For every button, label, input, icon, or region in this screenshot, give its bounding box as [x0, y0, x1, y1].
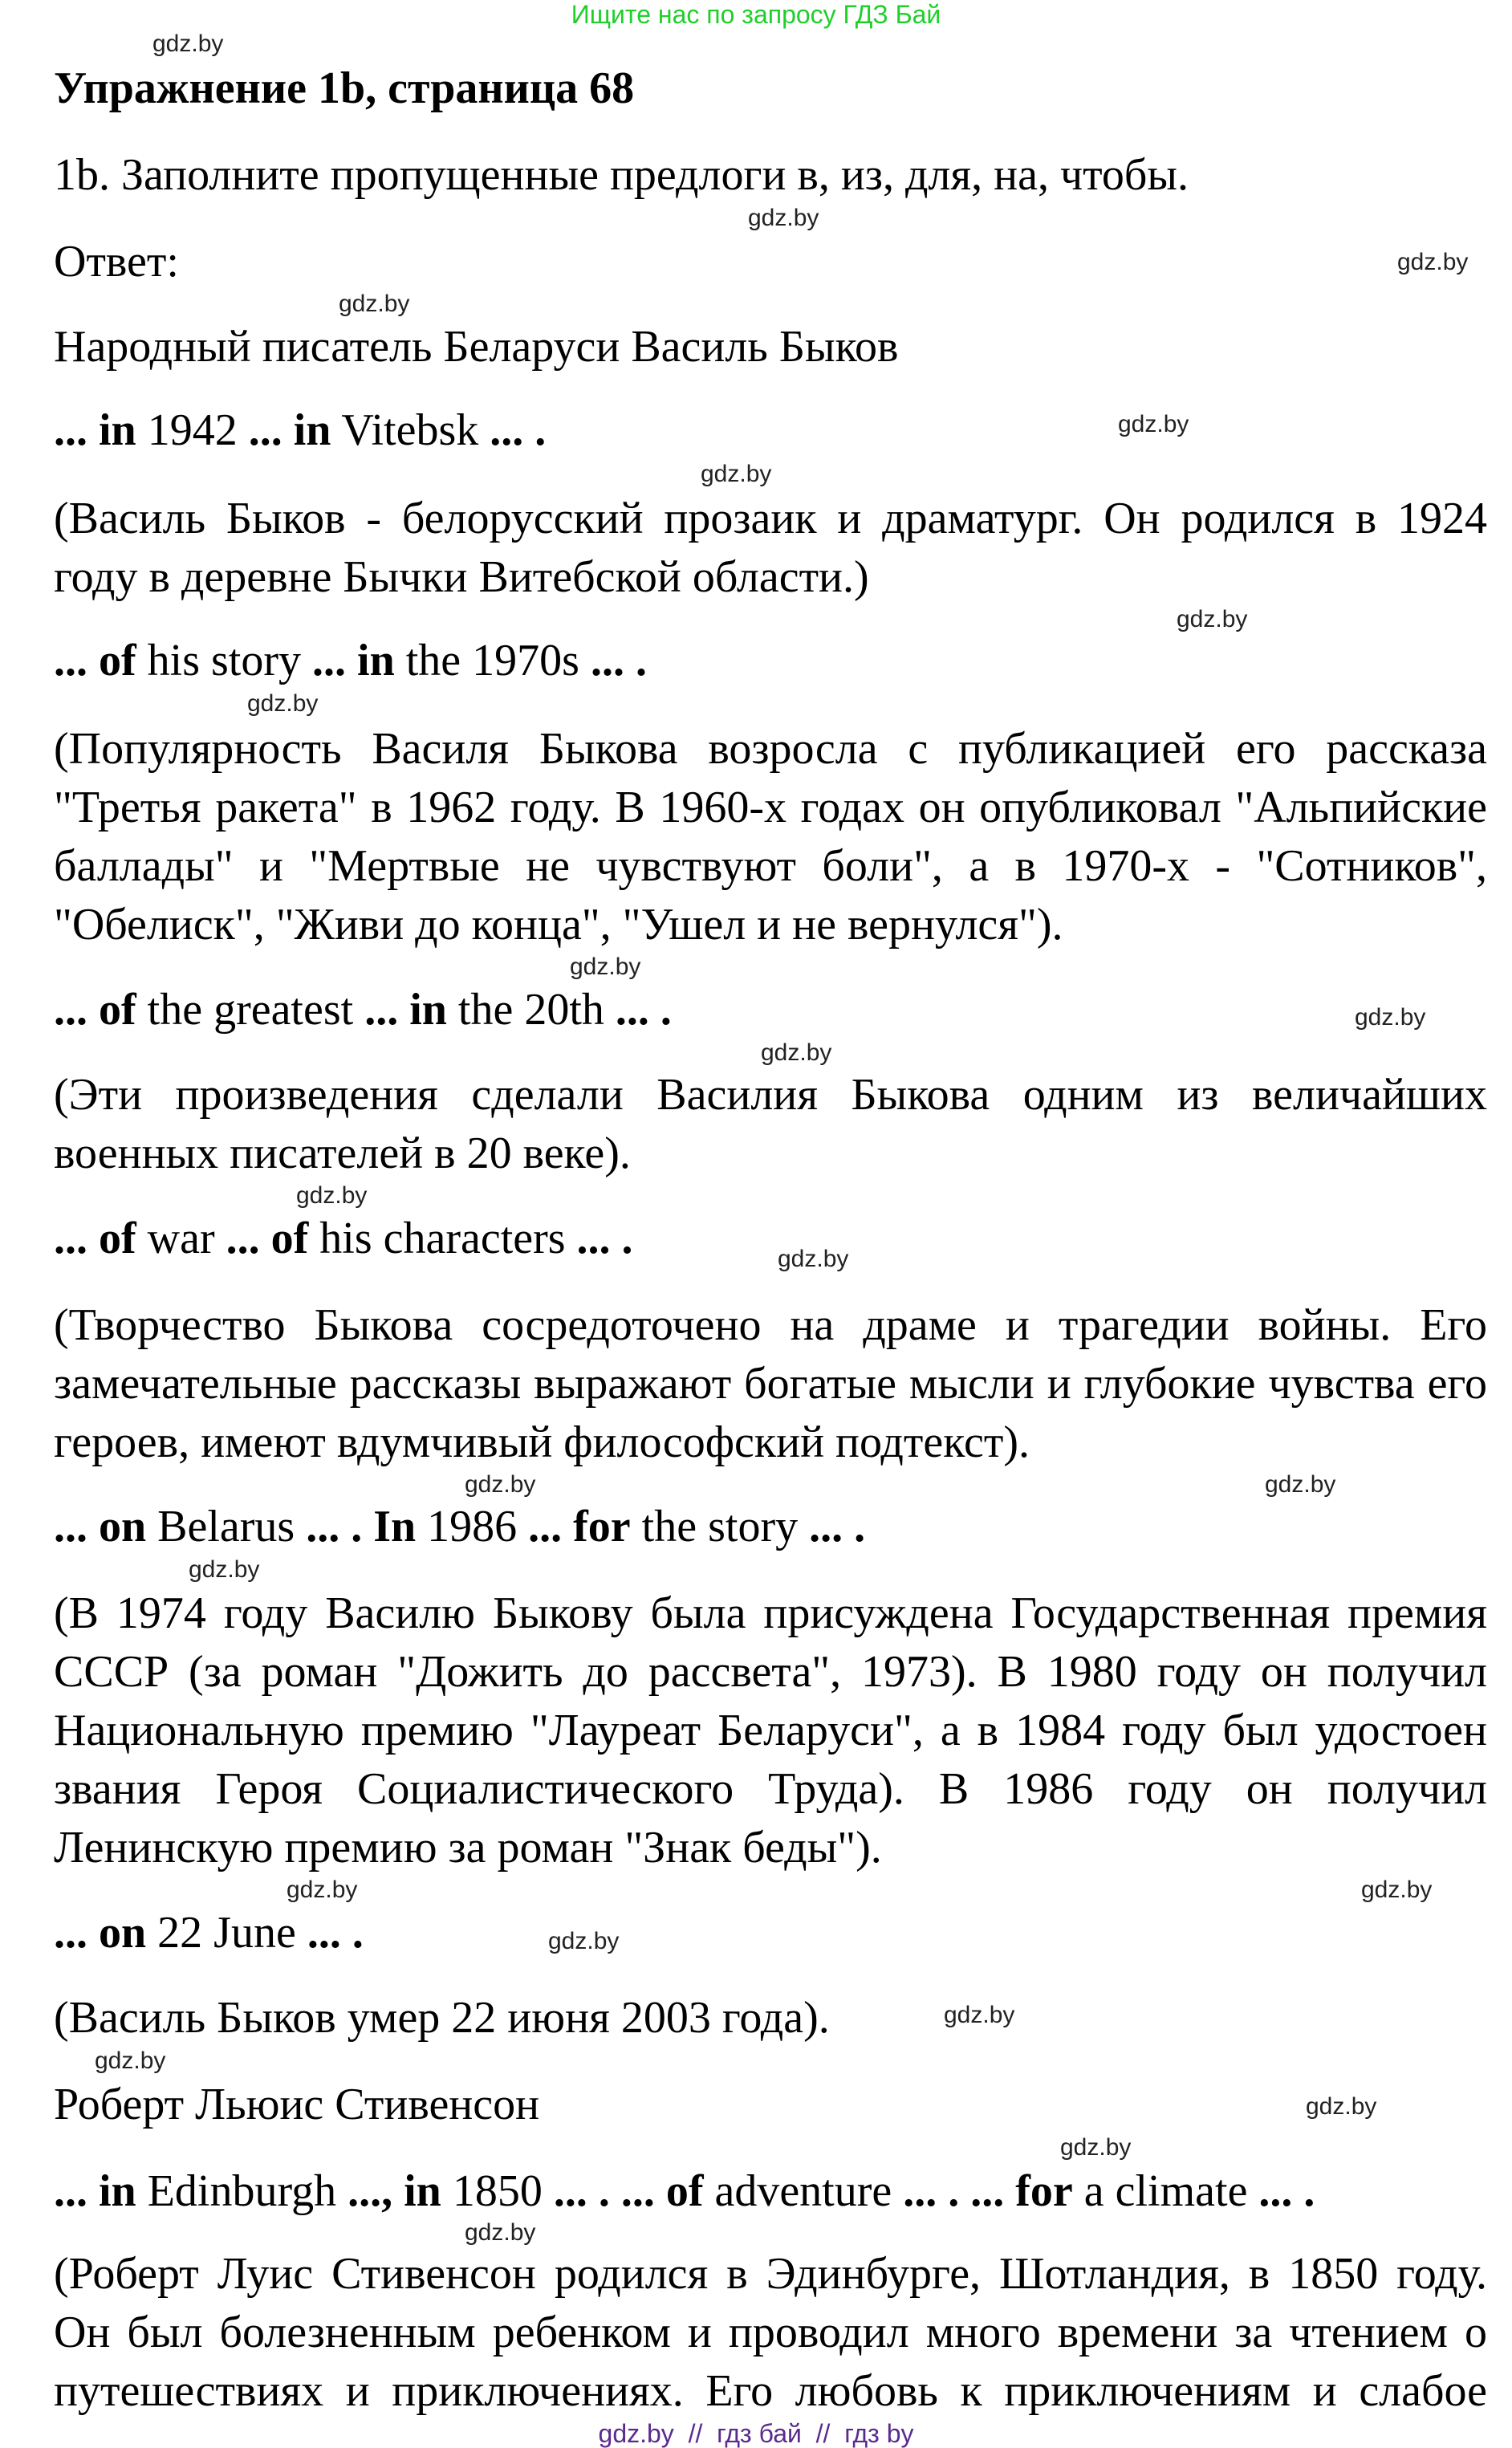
preposition: ... of: [54, 985, 136, 1035]
preposition: ... of: [54, 1214, 136, 1263]
ellipsis: ... .: [576, 1214, 633, 1263]
paragraph: (В 1974 году Василю Быкову была присуждена Государственная премия СССР (за роман "Дожить до рассвета", 1973). В 1980 году он получил Национальную премию "Лауреат Беларуси", а в 1984 году был удостоен звания Героя Социалистического Труда). В 1986 году он получил Ленинскую премию за роман "Знак беды").: [54, 1588, 1487, 1873]
watermark: gdz.by: [1355, 1004, 1426, 1031]
ellipsis: ... .: [590, 636, 647, 685]
answer-line: [54, 2162, 1315, 2221]
text: his characters: [308, 1214, 577, 1263]
watermark: gdz.by: [189, 1556, 260, 1583]
preposition: ... in: [248, 405, 331, 455]
preposition: ... for: [528, 1502, 631, 1551]
preposition: ... in: [54, 405, 136, 455]
watermark: gdz.by: [570, 954, 641, 980]
text: the 1970s: [394, 636, 591, 685]
watermark: gdz.by: [761, 1039, 832, 1066]
watermark: gdz.by: [296, 1182, 368, 1209]
watermark: gdz.by: [287, 1877, 358, 1903]
watermark: gdz.by: [247, 690, 319, 717]
text: 1986: [416, 1502, 529, 1551]
answer-label: Ответ:: [54, 237, 179, 287]
paragraph: (Василь Быков умер 22 июня 2003 года).: [54, 1993, 830, 2043]
answer-line: [54, 981, 672, 1039]
ellipsis: ... .: [615, 985, 672, 1035]
paragraph: (Роберт Луис Стивенсон родился в Эдинбурге, Шотландия, в 1850 году. Он был болезненным ребенком и проводил много времени за чтением о путешествиях и приключениях. Его любовь к приключениям и слабое: [54, 2249, 1487, 2416]
paragraph: (Популярность Василя Быкова возросла с публикацией его рассказа "Третья ракета" в 1962 году. В 1960-х годах он опубликовал "Альпийские баллады" и "Мертвые не чувствуют боли", а в 1970-х - "Сотников", "Обелиск", "Живи до конца", "Ушел и не вернулся").: [54, 724, 1487, 950]
footer-links: gdz.by // гдз бай // гдз by: [598, 2419, 914, 2448]
paragraph: (Эти произведения сделали Василия Быкова одним из величайших военных писателей в 20 веке).: [54, 1070, 1487, 1178]
ellipsis: ... .: [809, 1502, 866, 1551]
paragraph: (Василь Быков - белорусский прозаик и драматург. Он родился в 1924 году в деревне Бычки Витебской области.): [54, 494, 1487, 602]
ellipsis: ... .: [490, 405, 547, 455]
text: a climate: [1072, 2166, 1259, 2216]
preposition: ... . In: [306, 1502, 417, 1551]
watermark: gdz.by: [339, 291, 410, 317]
watermark: gdz.by: [152, 30, 224, 57]
ellipsis: ... .: [307, 1908, 364, 1958]
text: 1850: [441, 2166, 554, 2216]
answer-line: [54, 632, 647, 690]
task-text: 1b. Заполните пропущенные предлоги в, из, для, на, чтобы.: [54, 150, 1189, 200]
text: 1942: [136, 405, 249, 455]
section-heading-bykov: Народный писатель Беларуси Василь Быков: [54, 322, 899, 372]
watermark: gdz.by: [944, 2002, 1015, 2028]
watermark: gdz.by: [1265, 1471, 1336, 1498]
section-heading-stevenson: Роберт Льюис Стивенсон: [54, 2080, 540, 2129]
text: war: [136, 1214, 226, 1263]
preposition: ... on: [54, 1502, 147, 1551]
text: 22 June: [146, 1908, 307, 1958]
watermark: gdz.by: [701, 461, 772, 487]
preposition: ..., in: [348, 2166, 441, 2216]
watermark: gdz.by: [778, 1246, 849, 1272]
text: Edinburgh: [136, 2166, 348, 2216]
answer-line: [54, 1210, 633, 1268]
text: the 20th: [446, 985, 616, 1035]
preposition: ... in: [312, 636, 395, 685]
answer-line: [54, 401, 546, 460]
text: his story: [136, 636, 313, 685]
watermark: gdz.by: [465, 1471, 536, 1498]
preposition: ... on: [54, 1908, 147, 1958]
text: adventure: [703, 2166, 904, 2216]
watermark: gdz.by: [465, 2219, 536, 2246]
watermark: gdz.by: [1397, 249, 1469, 275]
answer-line: [54, 1904, 364, 1962]
preposition: ... of: [54, 636, 136, 685]
text: Vitebsk: [331, 405, 490, 455]
text: the story: [630, 1502, 810, 1551]
page-title: Упражнение 1b, страница 68: [54, 63, 635, 113]
preposition: ... . ... of: [553, 2166, 704, 2216]
watermark: gdz.by: [1060, 2134, 1132, 2161]
text: the greatest: [136, 985, 365, 1035]
watermark: gdz.by: [1177, 606, 1248, 632]
watermark: gdz.by: [1361, 1877, 1433, 1903]
paragraph: (Творчество Быкова сосредоточено на драме и трагедии войны. Его замечательные рассказы выражают богатые мысли и глубокие чувства его героев, имеют вдумчивый философский подтекст).: [54, 1300, 1487, 1467]
watermark: gdz.by: [1118, 411, 1189, 437]
watermark: gdz.by: [1306, 2093, 1377, 2120]
preposition: ... in: [364, 985, 447, 1035]
ellipsis: ... .: [1258, 2166, 1315, 2216]
watermark: gdz.by: [748, 205, 819, 231]
answer-line: [54, 1498, 865, 1556]
text: Belarus: [146, 1502, 307, 1551]
preposition: ... in: [54, 2166, 136, 2216]
preposition: ... of: [226, 1214, 309, 1263]
watermark: gdz.by: [95, 2047, 166, 2074]
watermark: gdz.by: [548, 1928, 620, 1954]
preposition: ... . ... for: [903, 2166, 1073, 2216]
search-hint-banner: Ищите нас по запросу ГДЗ Бай: [571, 0, 941, 29]
